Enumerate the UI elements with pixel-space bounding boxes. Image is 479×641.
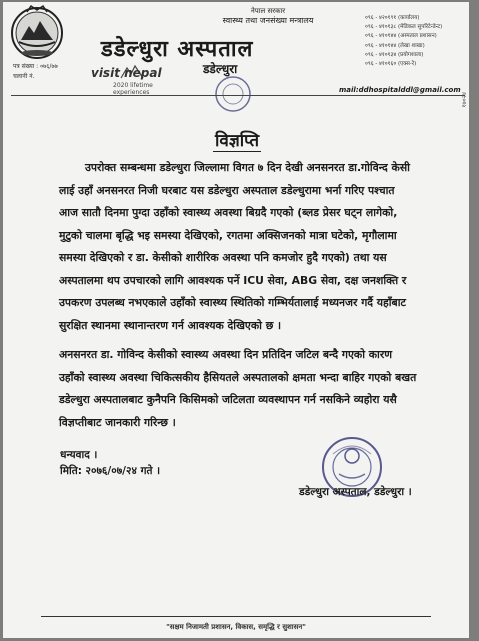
text-line: उपकरण उपलब्ध नभएकाले उहाँको स्वास्थ्य स्थितिको गम्भिर्यतालाई मध्यनजर गर्दै यहाँबाट xyxy=(59,296,406,309)
thanks-line: धन्यवाद । xyxy=(60,449,98,461)
email-address: mail:ddhospitalddl@gmail.com xyxy=(339,86,461,94)
text-line: अस्पतालमा थप उपचारको लागि आवश्यक पर्ने ICU सेवा, ABG सेवा, दक्ष जनशक्ति र xyxy=(59,273,407,287)
text-line: विज्ञप्तीबाट जानकारी गरिन्छ । xyxy=(59,415,176,429)
header-divider xyxy=(11,95,465,96)
phone-line: ०९६ - ४१०१४४ (अस्पताल प्रशासन) xyxy=(365,33,437,40)
text-line: अनसनरत डा. गोविन्द केसीको स्वास्थ्य अवस्था दिन प्रतिदिन जटिल बन्दै गएको कारण xyxy=(59,348,393,361)
text-line: आज सातौ दिनमा पुग्दा उहाँको स्वास्थ्य अवस्था बिग्रदै गएको (ब्लड प्रेसर घट्न लागेको, xyxy=(59,206,398,219)
phone-line: ०९६ - ४१०१३८ (मेडिकल सुपरिटेन्डेन्ट) xyxy=(365,24,443,31)
letter-number: पत्र संख्या : ०७६/७७ xyxy=(13,63,58,70)
phone-line: ०९६ - ४१०१३४ (प्रयोगशाला) xyxy=(365,51,424,58)
received-stamp-icon xyxy=(213,74,253,114)
notice-subject: विज्ञप्ति xyxy=(213,128,261,152)
nepal-government-emblem-icon xyxy=(9,4,65,60)
footer-motto: "सक्षम निजामती प्रशासन, विकास, समृद्धि र सुशासन" xyxy=(166,623,306,631)
text-line: सुरक्षित स्थानमा स्थानान्तरण गर्न आवश्यक देखिएको छ । xyxy=(59,318,282,332)
text-line: उपरोक्त सम्बन्धमा डडेल्धुरा जिल्लामा विगत ७ दिन देखी अनसनरत डा.गोविन्द केसी xyxy=(85,161,410,174)
notice-date: मिति: २०७६/०७/२४ गते । xyxy=(60,465,161,477)
phone-line: ०९६ - ४२०१९१ (कार्यालय) xyxy=(365,15,420,21)
visit-nepal-logo xyxy=(87,62,167,96)
gov-line2: स्वास्थ्य तथा जनसंख्या मन्त्रालय xyxy=(222,16,314,25)
signoff: डडेल्धुरा अस्पताल, डडेल्धुरा । xyxy=(299,486,412,498)
phone-line: ०९६ - ४१०१४४ (लेखा शाखा) xyxy=(365,42,425,49)
phone-list xyxy=(365,14,469,69)
side-reference-number: १७०२४ xyxy=(461,92,468,108)
footer-divider xyxy=(41,616,431,617)
notice-document xyxy=(3,2,469,638)
visit-nepal-year: 2020 lifetime experiences xyxy=(113,82,153,96)
text-line: उहाँको स्वास्थ्य अवस्था चिकित्सकीय हैसियतले अस्पतालको क्षमता भन्दा बाहिर गएको बखत xyxy=(59,370,417,384)
visit-nepal-text: visit nepal xyxy=(91,66,162,80)
paragraph-2 xyxy=(59,344,447,434)
dispatch-number: चलानी नं. xyxy=(13,73,35,80)
text-line: मुटुको चालमा बृद्धि भइ समस्या देखिएको, रगतमा अक्सिजनको मात्रा घटेको, मृगौलामा xyxy=(59,228,397,242)
phone-line: ०९६ - ४१०१६० (एक्स-रे) xyxy=(365,61,417,68)
organization-place: डडेल्धुरा xyxy=(203,62,238,76)
text-line: समस्या देखिएको र डा. केसीको शारीरिक अवस्था पनि कमजोर हुदै गएको) तथा यस xyxy=(59,251,387,264)
government-heading xyxy=(163,7,373,25)
paragraph-1 xyxy=(59,157,447,337)
text-line: लाई उहाँ अनसनरत निजी घरबाट यस डडेल्धुरा अस्पताल डडेल्धुरामा भर्ना गरिए पश्चात xyxy=(59,183,395,197)
text-line: डडेल्धुरा अस्पतालबाट कुनैपनि किसिमको जटिलता व्यवस्थापन गर्न नसकिने व्यहोरा यसै xyxy=(59,393,397,406)
organization-name: डडेल्धुरा अस्पताल xyxy=(101,37,254,62)
gov-line1: नेपाल सरकार xyxy=(250,7,286,15)
